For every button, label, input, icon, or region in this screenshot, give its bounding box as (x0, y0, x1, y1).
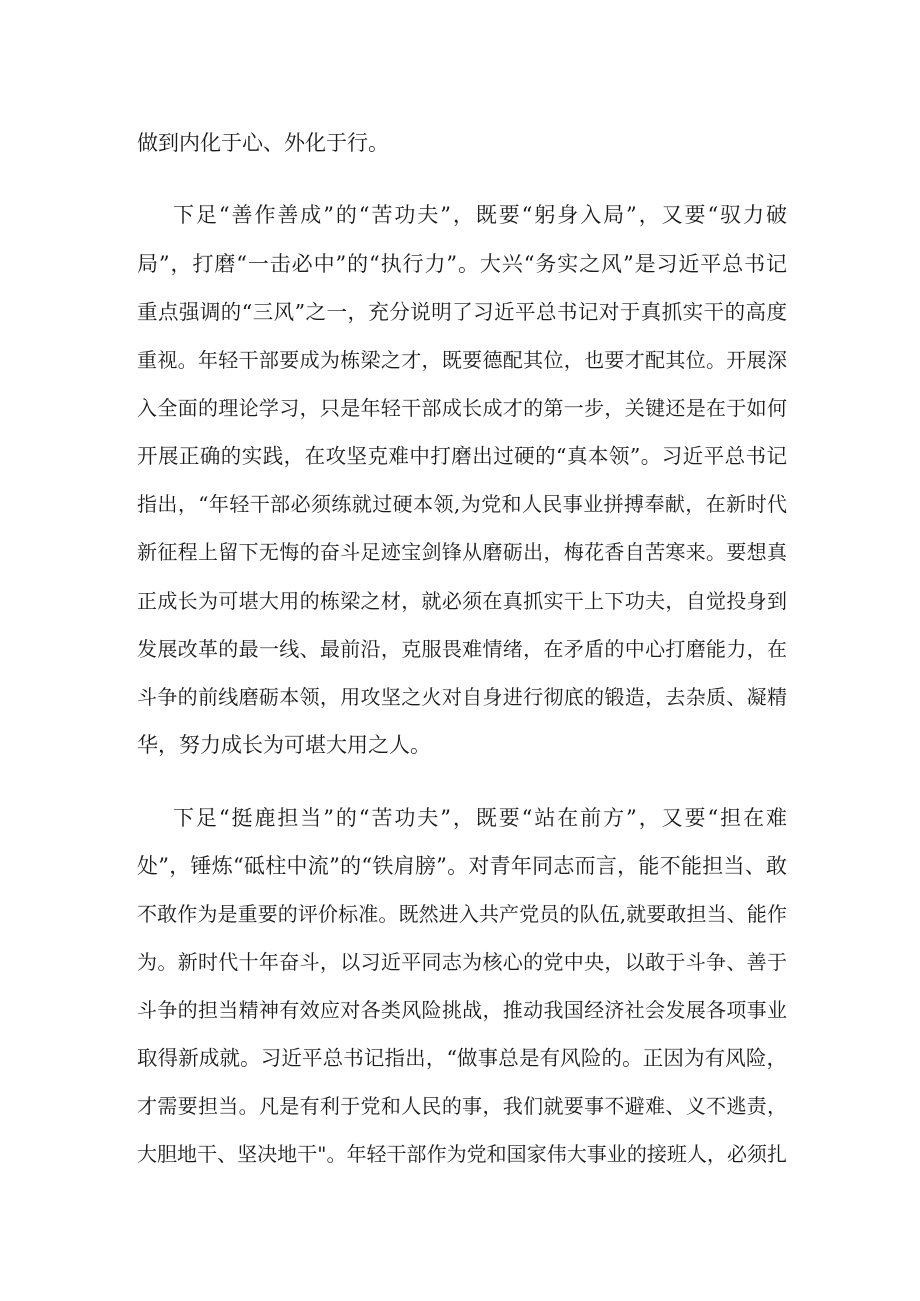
paragraph-line: 处”，锤炼“砥柱中流”的“铁肩膀”。对青年同志而言，能不能担当、敢 (137, 854, 787, 878)
paragraph-line: 发展改革的最一线、最前沿，克服畏难情绪，在矛盾的中心打磨能力，在 (137, 637, 787, 661)
paragraph-line: 斗争的前线磨砺本领，用攻坚之火对自身进行彻底的锻造，去杂质、凝精 (137, 685, 787, 709)
paragraph-line: 新征程上留下无悔的奋斗足迹宝剑锋从磨砺出，梅花香自苦寒来。要想真 (137, 540, 787, 564)
paragraph-line: 重视。年轻干部要成为栋梁之才，既要德配其位，也要才配其位。开展深 (137, 348, 787, 372)
paragraph-line: 下足“善作善成”的“苦功夫”，既要“躬身入局”，又要“驭力破 (173, 203, 787, 227)
paragraph-line: 不敢作为是重要的评价标准。既然进入共产党员的队伍,就要敢担当、能作 (137, 902, 787, 926)
paragraph-line: 开展正确的实践，在攻坚克难中打磨出过硬的“真本领”。习近平总书记 (137, 444, 787, 468)
paragraph-line: 正成长为可堪大用的栋梁之材，就必须在真抓实干上下功夫，自觉投身到 (137, 589, 787, 613)
paragraph-line: 大胆地干、坚决地干"。年轻干部作为党和国家伟大事业的接班人，必须扎 (137, 1142, 787, 1166)
paragraph-line: 做到内化于心、外化于行。 (137, 131, 389, 155)
paragraph-line: 取得新成就。习近平总书记指出，“做事总是有风险的。正因为有风险， (137, 1046, 787, 1070)
paragraph-line: 指出，“年轻干部必须练就过硬本领,为党和人民事业拼搏奉献，在新时代 (137, 492, 787, 516)
paragraph-line: 华，努力成长为可堪大用之人。 (137, 733, 431, 757)
paragraph-line: 入全面的理论学习，只是年轻干部成长成才的第一步，关键还是在于如何 (137, 396, 787, 420)
paragraph-line: 局”，打磨“一击必中”的“执行力”。大兴“务实之风”是习近平总书记 (137, 252, 787, 276)
paragraph-line: 下足“挺鹿担当”的“苦功夫”，既要“站在前方”，又要“担在难 (173, 806, 787, 830)
paragraph-line: 重点强调的“三风”之一，充分说明了习近平总书记对于真抓实干的高度 (137, 300, 787, 324)
paragraph-line: 斗争的担当精神有效应对各类风险挑战，推动我国经济社会发展各项事业 (137, 998, 787, 1022)
paragraph-line: 才需要担当。凡是有利于党和人民的事，我们就要事不避难、义不逃责， (137, 1094, 787, 1118)
paragraph-line: 为。新时代十年奋斗，以习近平同志为核心的党中央，以敢于斗争、善于 (137, 950, 787, 974)
